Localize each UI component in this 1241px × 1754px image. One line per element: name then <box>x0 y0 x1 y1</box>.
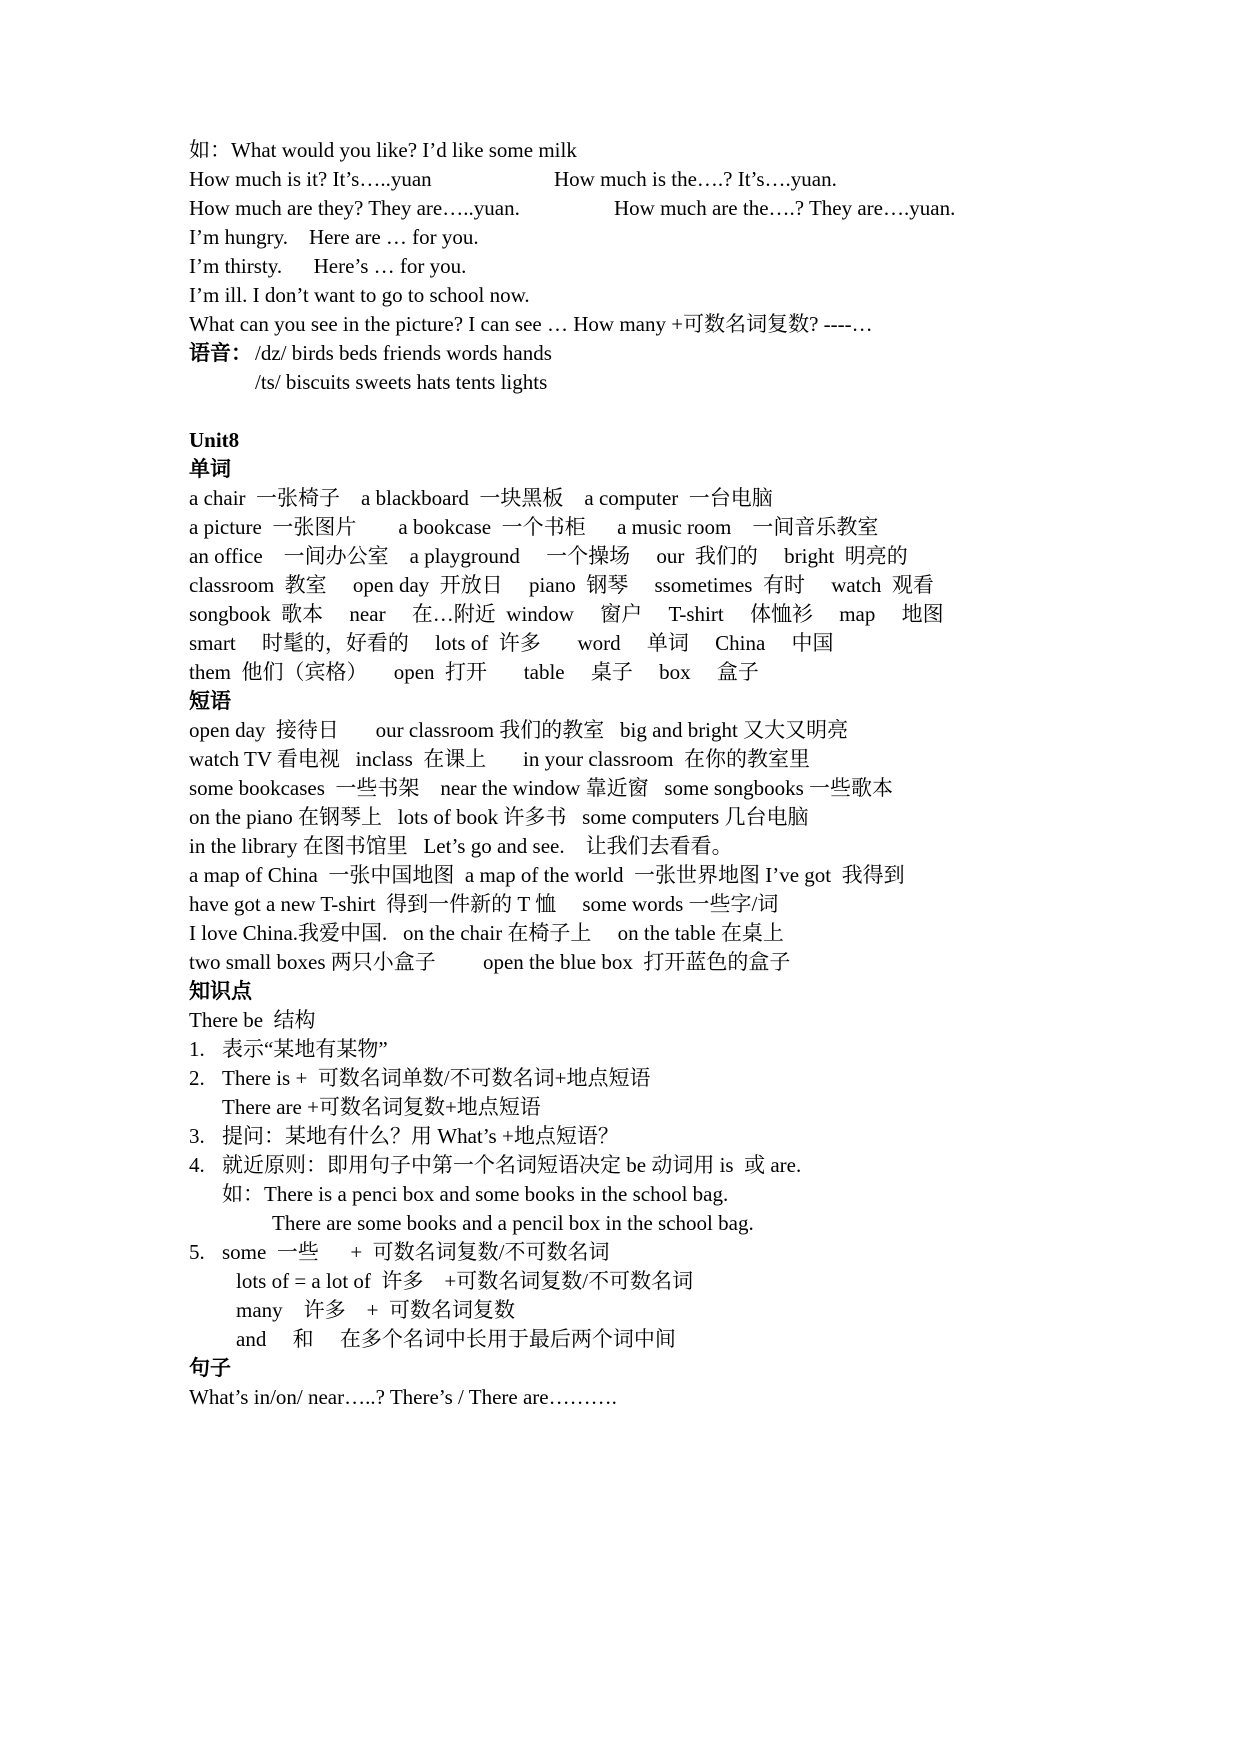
item-number: 1. <box>189 1037 205 1061</box>
thirsty-line: I’m thirsty. Here’s … for you. <box>189 254 467 278</box>
phonics-dz: /dz/ birds beds friends words hands <box>255 341 552 365</box>
item-subtext: lots of = a lot of 许多 +可数名词复数/不可数名词 <box>236 1269 694 1293</box>
item-text: some 一些 + 可数名词复数/不可数名词 <box>222 1240 610 1264</box>
phrase-row: open day 接待日 our classroom 我们的教室 big and bright 又大又明亮 <box>189 718 849 742</box>
sentences-heading: 句子 <box>189 1356 231 1380</box>
phrases-heading: 短语 <box>189 689 231 713</box>
words-heading: 单词 <box>189 457 231 481</box>
knowledge-item-4 <box>189 1149 989 1181</box>
knowledge-item-2 <box>189 1062 889 1094</box>
word-row: a chair 一张椅子 a blackboard 一块黑板 a computer 一台电脑 <box>189 486 773 510</box>
item-text: 提问：某地有什么？用 What’s +地点短语？ <box>222 1124 619 1148</box>
phonics-label: 语音： <box>189 341 252 365</box>
example-sentence: 如：There is a penci box and some books in the school bag. <box>222 1182 729 1206</box>
unit-title: Unit8 <box>189 428 240 452</box>
word-row: smart 时髦的，好看的 lots of 许多 word 单词 China 中国 <box>189 631 834 655</box>
price-question-singular: How much is it? It’s…..yuan <box>189 167 432 191</box>
knowledge-item-3 <box>189 1120 889 1152</box>
item-number: 5. <box>189 1240 205 1264</box>
sentence-pattern: What’s in/on/ near…..? There’s / There are………. <box>189 1385 617 1409</box>
item-number: 4. <box>189 1153 205 1177</box>
phrase-row: some bookcases 一些书架 near the window 靠近窗 some songbooks 一些歌本 <box>189 776 894 800</box>
word-row: songbook 歌本 near 在…附近 window 窗户 T-shirt 体恤衫 map 地图 <box>189 602 944 626</box>
knowledge-heading: 知识点 <box>189 979 252 1003</box>
knowledge-item-1 <box>189 1033 889 1065</box>
knowledge-item-5 <box>189 1236 889 1268</box>
example-sentence: There are some books and a pencil box in the school bag. <box>272 1211 754 1235</box>
word-row: a picture 一张图片 a bookcase 一个书柜 a music room 一间音乐教室 <box>189 515 879 539</box>
there-be-title: There be 结构 <box>189 1008 316 1032</box>
phrase-row: on the piano 在钢琴上 lots of book 许多书 some computers 几台电脑 <box>189 805 809 829</box>
phrase-row: two small boxes 两只小盒子 open the blue box 打开蓝色的盒子 <box>189 950 791 974</box>
price-question-the-singular: How much is the….? It’s….yuan. <box>554 167 837 191</box>
picture-question-line: What can you see in the picture? I can see … How many +可数名词复数? ----… <box>189 312 873 336</box>
phrase-row: in the library 在图书馆里 Let’s go and see. 让我们去看看。 <box>189 834 733 858</box>
phonics-ts: /ts/ biscuits sweets hats tents lights <box>255 370 548 394</box>
price-question-line <box>189 163 1089 195</box>
phrase-row: have got a new T-shirt 得到一件新的 T 恤 some words 一些字/词 <box>189 892 779 916</box>
word-row: classroom 教室 open day 开放日 piano 钢琴 ssometimes 有时 watch 观看 <box>189 573 934 597</box>
item-text: 表示“某地有某物” <box>222 1037 388 1061</box>
item-subtext: and 和 在多个名词中长用于最后两个词中间 <box>236 1327 676 1351</box>
price-question-plural: How much are they? They are…..yuan. <box>189 196 520 220</box>
item-text: There is + 可数名词单数/不可数名词+地点短语 <box>222 1066 651 1090</box>
word-row: an office 一间办公室 a playground 一个操场 our 我们的 bright 明亮的 <box>189 544 908 568</box>
example-line: 如：What would you like? I’d like some milk <box>189 138 577 162</box>
item-text: 就近原则：即用句子中第一个名词短语决定 be 动词用 is 或 are. <box>222 1153 802 1177</box>
word-row: them 他们（宾格） open 打开 table 桌子 box 盒子 <box>189 660 759 684</box>
item-number: 3. <box>189 1124 205 1148</box>
phrase-row: watch TV 看电视 inclass 在课上 in your classroom 在你的教室里 <box>189 747 811 771</box>
hungry-line: I’m hungry. Here are … for you. <box>189 225 479 249</box>
item-subtext: many 许多 + 可数名词复数 <box>236 1298 515 1322</box>
ill-line: I’m ill. I don’t want to go to school now. <box>189 283 530 307</box>
phrase-row: a map of China 一张中国地图 a map of the world 一张世界地图 I’ve got 我得到 <box>189 863 905 887</box>
item-number: 2. <box>189 1066 205 1090</box>
item-subtext: There are +可数名词复数+地点短语 <box>222 1095 541 1119</box>
phonics-line <box>189 337 889 369</box>
phrase-row: I love China.我爱中国. on the chair 在椅子上 on the table 在桌上 <box>189 921 784 945</box>
price-question-the-plural: How much are the….? They are….yuan. <box>614 196 956 220</box>
price-question-plural-line <box>189 192 1089 224</box>
